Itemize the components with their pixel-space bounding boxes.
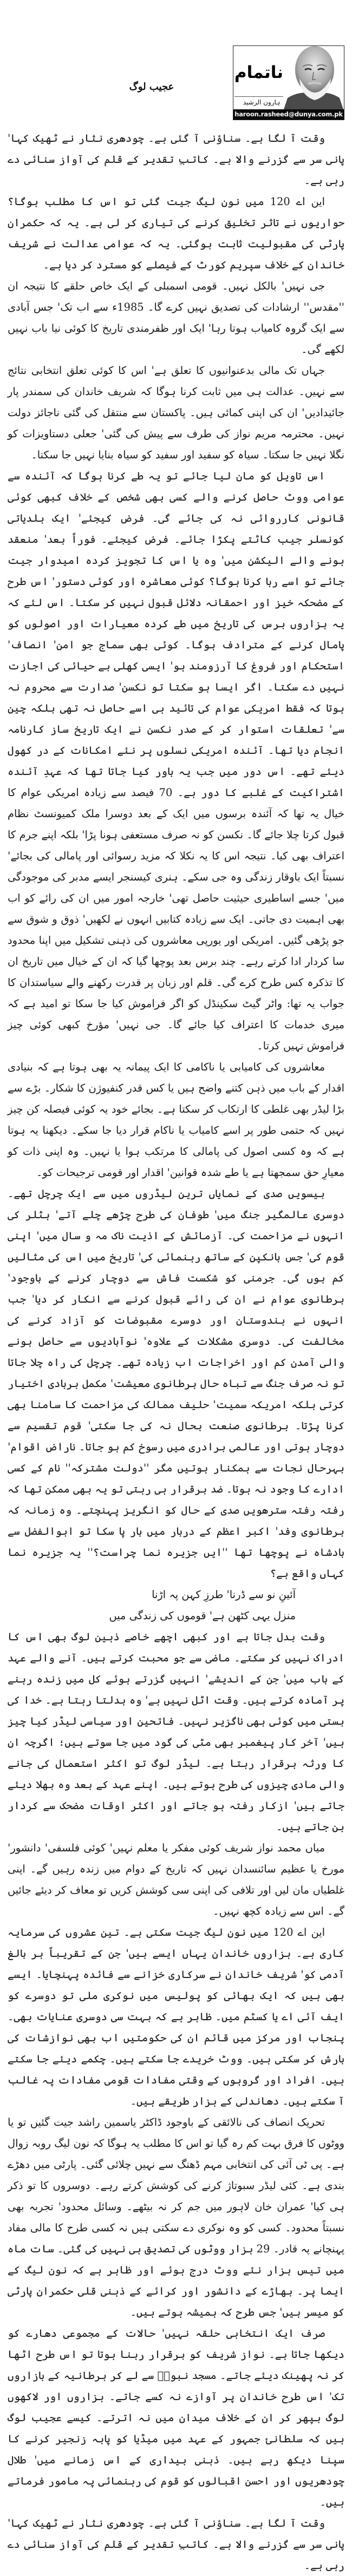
paragraph: وقت آ لگا ہے۔ سناؤنی آ گئی ہے۔ چودھری نثار نے ٹھیک کہا' پانی سر سے گزرنے والا ہے۔ کاتبِ تقدیر کے قلم کی آواز سنائی دے رہی ہے۔ [8,132,344,187]
column-header [233,45,344,120]
paragraph: جی نہیں' بالکل نہیں۔ قومی اسمبلی کے ایک خاص حلقے کا نتیجہ ان ''مقدس'' ارشادات کی تصدیق نہیں کرے گا۔ 1985ء سے اب تک' جس آبادی سے ایک گروہ کامیاب ہوتا رہا' ایک اور ظفرمندی تاریخ کا کوئی نیا باب نہیں لکھے گی۔ [8,280,344,356]
article-title: عجیب لوگ [129,81,174,93]
author-email[interactable]: haroon.rasheed@dunya.com.pk [233,109,344,120]
paragraph: بیسویں صدی کے نمایاں ترین لیڈروں میں سے ایک چرچل تھے۔ دوسری عالمگیر جنگ میں' طوفان کی طرح چڑھے چلے آتے' ہٹلر کی انہوں نے مزاحمت کی۔ آزمائش کے اذیت ناک مہ و سال میں' اپنی قوم کی' جس بانکپن کے ساتھ رہنمائی کی' تاریخ میں اس کی مثالیں کم ہوں گی۔ جرمنی کو شکست فاش سے دوچار کرنے کے باوجود' برطانوی عوام نے ان کی رائے قبول کرنے سے انکار کر دیا' جب انہوں نے ہندوستان اور دوسرے مقبوضات کو آزاد کرنے کی مخالفت کی۔ دوسری مشکلات کے علاوہ' نوآبادیوں سے حاصل ہونے والی آمدن کم اور اخراجات اب زیادہ تھے۔ چرچل کی راہ چلا جاتا تو نہ صرف جنگ سے تباہ حال برطانوی معیشت' مکمل بربادی اختیار کرتی بلکہ امریکہ سمیت' حلیف ممالک کی مزاحمت کا سامنا بھی کرنا پڑتا۔ برطانوی صنعت بحال نہ کی جا سکتی' قوم تقسیم سے دوچار ہوتی اور عالمی برادری میں رسوخ کم ہو جاتا۔ ناراض اقوام' بہرحال نجات سے ہمکنار ہوتیں مگر ''دولت مشترکہ'' نام کے کسی ادارے کا وجود نہ ہوتا۔ ضد برقرار ہی رہتی تو یہ بھی ممکن تھا کہ رفتہ رفتہ سترھویں صدی کے حال کو انگریز پہنچتے۔ وہ زمانہ کہ برطانوی وفد' اکبر اعظم کے دربار میں بار پا سکا تو ابوالفضل سے بادشاہ نے پوچھا تھا ''ایں جزیرہ نما چراست؟'' یہ جزیرہ نما کہاں واقع ہے؟ [8,1187,344,1580]
paragraph: معاشروں کی کامیابی یا ناکامی کا ایک پیمانہ یہ بھی ہوتا ہے کہ بنیادی اقدار کے باب میں ذہن کتنے واضح ہیں یا کس قدر کنفیوژن کا شکار۔ بڑے سے بڑا لیڈر بھی غلطی کا ارتکاب کر سکتا ہے۔ بجائے خود یہ کوئی فیصلہ کن چیز نہیں کہ حتمی طور پر اسے کامیاب یا ناکام قرار دیا جا سکے۔ دیکھنا یہ ہوتا ہے کہ وہ کسی اصول کی پامالی کا مرتکب ہوا یا نہیں۔ وہ اپنی ذات کو معیارِ حق سمجھتا ہے یا طے شدہ قوانین' اقدار اور قومی ترجیحات کو۔ [8,1061,344,1179]
verse-line: منزل یہی کٹھن ہے' قوموں کی زندگی میں [109,1609,296,1622]
logo-divider [234,96,283,97]
paragraph: میاں محمد نواز شریف کوئی مفکر یا معلم نہیں' کوئی فلسفی' دانشور' مورخ یا عظیم سائنسدان نہیں کہ تاریخ کے دوام میں زندہ رہیں گے۔ اپنی غلطیاں مان لیں اور تلافی کی اپنی سی کوشش کریں تو معاف کر دیئے جائیں گے۔ اس سے زیادہ کچھ نہیں۔ [8,1842,344,1917]
verse-line: آئینِ نو سے ڈرنا' طرزِ کہن پہ اڑنا [152,1588,296,1601]
article-body [8,128,344,2576]
paragraph: اس تاویل کو مان لیا جائے تو یہ طے کرنا ہوگا کہ آئندہ سے عوامی ووٹ حاصل کرنے والے کسی بھی شخص کے خلاف کبھی کوئی قانونی کارروائی نہ کی جائے گی۔ فرض کیجئے' ایک بلدیاتی کونسلر جیب کاٹتے پکڑا جائے۔ فرض کیجئے۔ فوراً بعد' منعقد ہونے والے الیکشن میں' وہ یا اس کا تجویز کردہ امیدوار جیت جائے تو اسے رہا کرنا ہوگا؟ کوئی معاشرہ اور کوئی دستور' اس طرح کے مضحکہ خیز اور احمقانہ دلائل قبول نہیں کر سکتا۔ اس لئے کہ یہ ہزاروں برس کی تاریخ میں طے کردہ معیارات اور اصولوں کو پامال کرنے کے مترادف ہوگا۔ کوئی بھی سماج جو امن' انصاف' استحکام اور فروغ کا آرزومند ہو' ایسی کھلی بے حیائی کی اجازت نہیں دے سکتا۔ اگر ایسا ہو سکتا تو نکسن' صدارت سے محروم نہ ہوتا کہ فقط امریکی عوام کی تائید ہی اسے حاصل نہ تھی بلکہ چین سے' تعلقات استوار کر کے صدر نکسن نے ایک تاریخ ساز کارنامہ انجام دیا تھا۔ آئندہ امریکی نسلوں پر نئے امکانات کے در کھول دیئے تھے۔ اس دور میں جب یہ باور کیا جاتا تھا کہ عہدِ آئندہ اشتراکیت کے غلبے کا دور ہے۔ 70 فیصد سے زیادہ امریکی عوام کا خیال یہ تھا کہ آئندہ برسوں میں ایک کے بعد دوسرا ملک کمیونسٹ نظام قبول کرتا چلا جائے گا۔ نکسن کو نہ صرف مستعفی ہونا پڑا' بلکہ اپنے جرم کا اعتراف بھی کیا۔ نتیجہ اس کا یہ نکلا کہ مزید رسوائی اور پامالی کی بجائے' نسبتاً ایک باوقار زندگی وہ جی سکے۔ ہنری کیسنجر ایسے مدبر کی موجودگی میں' جسے اساطیری حیثیت حاصل تھی' خارجہ امور میں ان کی رائے کو اب بھی اہمیت دی جاتی۔ ایک سے زیادہ کتابیں انہوں نے لکھیں' ذوق و شوق سے جو پڑھی گئیں۔ امریکی اور یورپی معاشروں کی ذہنی تشکیل میں اپنا محدود سا کردار ادا کرتے رہے۔ چند برس بعد پوچھا گیا کہ ان کے خیال میں تاریخ ان کا تذکرہ کس طرح کرے گی۔ قلم اور زبان پر قدرت رکھنے والے سیاستدان کا جواب یہ تھا: واٹر گیٹ سکینڈل کو اگر فراموش کیا جا سکا تو امید ہے کہ میری خدمات کا اعتراف کیا جائے گا۔ جی نہیں' مؤرخ کبھی کوئی چیز فراموش نہیں کرتا۔ [8,470,344,1052]
author-portrait-icon [283,45,344,111]
column-logo: ناتمام [234,63,283,82]
paragraph: وقت بدل جاتا ہے اور کبھی اچھے خاصے ذہین لوگ بھی اس کا ادراک نہیں کر سکتے۔ ماضی سے جو محبت کرتے ہیں۔ آنے والے عہد کے باب میں' جن کے اندیشے' انہیں گزرتے ہوئے کل میں زندہ رہنے پر آمادہ کرتے ہیں۔ وقت اٹل نہیں ہے' وہ بدلتا رہتا ہے۔ خدا کی بستی میں کوئی بھی ناگزیر نہیں۔ فاتحین اور سیاسی لیڈر کیا چیز ہیں' آخر کار پیغمبر بھی مٹی کی گود میں جا سوتے ہیں؛ اگرچہ ان کا ورثہ برقرار رہتا ہے۔ لیڈر لوگ تو اکثر استعمال کی جانے والی مادی چیزوں کی طرح ہوتے ہیں۔ اپنے عہد کے بعد وہ بھلا دیئے جاتے ہیں' ازکار رفتہ ہو جاتے اور اکثر اوقات مضحک سے کردار بن جاتے ہیں۔ [8,1631,344,1833]
paragraph: وقت آ لگا ہے۔ سناؤنی آ گئی ہے۔ چودھری نثار نے ٹھیک کہا' پانی سر سے گزرنے والا ہے۔ کاتبِ تقدیر کے قلم کی آواز سنائی دے رہی ہے۔ [8,2517,344,2572]
paragraph: تحریک انصاف کی نالائقی کے باوجود ڈاکٹر یاسمین راشد جیت گئیں تو یا ووٹوں کا فرق بہت کم رہ گیا تو اس کا مطلب یہ ہوگا کہ نون لیگ روبہ زوال ہے۔ پی ٹی آئی کی انتخابی مہم ڈھنگ سے نہیں چلائی گئی۔ پارٹی میں دھڑے بندی ہے۔ کئی لیڈر سبوتاژ کرنے کی کوشش کرتے رہے۔ دوسروں کا تو ذکر ہی کیا' عمران خان لاہور میں جم کر نہ بیٹھے۔ وسائل محدود' تجربہ بھی نسبتاً محدود۔ کسی کو وہ نوکری دے سکتی ہیں نہ کسی طرح کا مالی مفاد پہنچانے پہ قادر۔ 29 ہزار ووٹوں کی تصدیق ہی نہیں کی گئی۔ سات ماہ میں تیس ہزار نئے ووٹ درج ہوئے اور ظاہر ہے کہ نون لیگ کے ایما پر۔ بھاڑے کے دانشور اور کرائے کے ذہنی قلی حکمران پارٹی کو میسر ہیں' جس طرح کہ ہمیشہ ہوتے ہیں۔ [8,2116,344,2318]
paragraph: این اے 120 میں نون لیگ جیت سکتی ہے۔ تین عشروں کی سرمایہ کاری ہے۔ ہزاروں خاندان یہاں ایسے ہیں' جن کے تقریباً ہر بالغ آدمی کو' شریف خاندان نے سرکاری خزانے سے فائدہ پہنچایا۔ ایسے بھی ہیں کہ ایک بھائی کو پولیس میں نوکری ملی تو دوسرے کو ایف آئی اے یا کسٹم میں۔ ظاہر ہے کہ بہت سی دوسری عنایات بھی۔ پنجاب اور مرکز میں قائم ان کی حکومتیں اب بھی نوازشات کی بارش کر سکتی ہیں۔ ووٹ خریدے جا سکتے ہیں۔ چکمے دیئے جا سکتے ہیں۔ افراد اور گروہوں کے وقتی مفادات قومی مفادات پہ غالب آ سکتے ہیں۔ دھاندلی کے ہزار طریقے ہیں۔ [8,1926,344,2107]
author-name: ہارون الرشید [243,98,281,106]
paragraph: صرف ایک انتخابی حلقہ نہیں' حالات کے مجموعی دھارے کو دیکھا جاتا ہے۔ نواز شریف کو برقرار رہنا ہوتا تو اس طرح اٹھا کر نہ پھینک دیئے جاتے۔ مسجد نبویؐ سے لے کر برطانیہ کے بازاروں تک' اس طرح خاندان پر آوازے نہ کسے جاتے۔ ہزاروں اور لاکھوں لوگ بپھر کر ان کے خلاف میدان میں نہ اترتے۔ کیسے عجیب لوگ ہیں کہ سلطانیٔ جمہور کے عہد میں میڈیا کو پابہ زنجیر کرنے کا سپنا دیکھ رہے ہیں۔ ذہنی بیداری کے اس زمانے میں' طلال چودھریوں اور احسن اقبالوں کو قوم کی رہنمائی پہ مامور فرماتے ہیں۔ [8,2327,344,2508]
paragraph: جہاں تک مالی بدعنوانیوں کا تعلق ہے' اس کا کوئی تعلق انتخابی نتائج سے نہیں۔ عدالت ہی میں ثابت کرنا ہوگا کہ شریف خاندان کی سمندر پار جائیدادیں' ان کی اپنی کمائی ہیں۔ پاکستان سے منتقل کی گئی ناجائز دولت نہیں۔ محترمہ مریم نواز کی طرف سے پیش کی گئی' جعلی دستاویزات کو نگلا نہیں جا سکتا۔ سیاہ کو سفید اور سفید کو سیاہ بنایا نہیں جا سکتا۔ [8,364,344,461]
paragraph: این اے 120 میں نون لیگ جیت گئی تو اس کا مطلب ہوگا؟ حواریوں نے تاثر تخلیق کرنے کی تیاری کر لی ہے۔ یہ کہ حکمران پارٹی کی مقبولیت ثابت ہوگئی۔ یہ کہ عوامی عدالت نے شریف خاندان کے خلاف سپریم کورٹ کے فیصلے کو مسترد کر دیا ہے۔ [8,195,344,271]
